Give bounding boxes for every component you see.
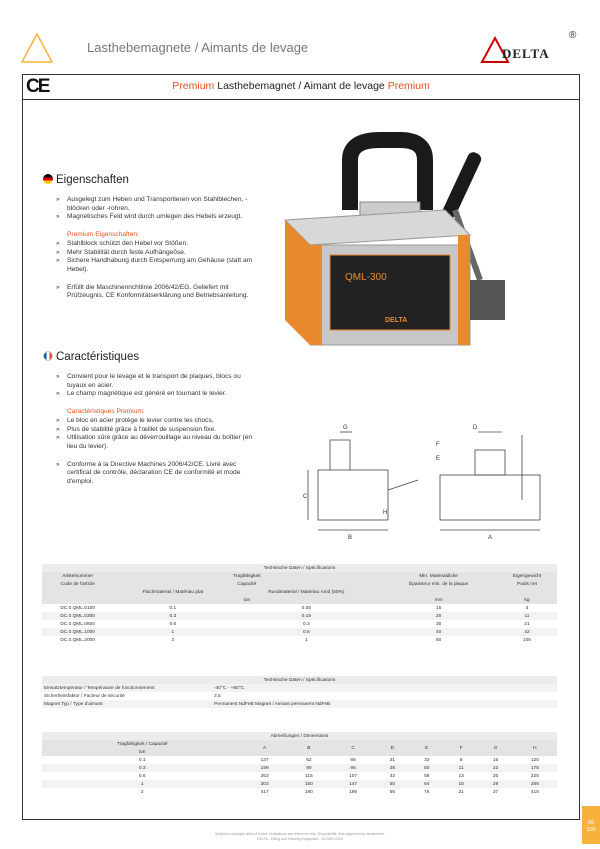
table-cell: 8 [459,757,463,763]
premium-subheading: Caractéristiques Premium: [67,408,145,416]
table-cell: 0.3 [113,612,232,620]
table-cell: C [331,740,375,756]
table-row [42,604,557,612]
table-cell: 175 [513,764,557,772]
table-cell: DC.0.QML.1000 [42,628,113,636]
premium-left: Premium [172,80,215,92]
table-cell: 40 [380,628,497,636]
logo-text: DELTA [502,46,550,61]
table-cell: 42 [497,628,557,636]
dim-label-h: H [383,510,388,516]
col-header: Tragfähigkeit [113,572,380,580]
table-row [42,692,557,700]
german-heading [43,170,129,188]
table-row [42,612,557,620]
table-cell: 415 [530,789,539,795]
table-row [42,780,557,788]
list-item: » Magnetisches Feld wird durch umlegen des Hebels erzeugt. [55,213,260,222]
table-row [42,700,557,708]
unit-cell: kg [497,596,557,604]
table-cell: 0.15 [232,612,380,620]
table-row [42,764,557,772]
dimension-drawing [300,420,560,545]
table-cell: 2 [171,637,175,643]
title-mid: Lasthebemagnet / Aimant de levage [214,80,388,92]
dim-label-e: E [436,456,441,462]
table-cell: 37 [492,789,499,795]
product-title-bar [22,74,580,100]
table-cell: 107 [349,773,358,779]
table-cell: 50 [375,780,409,788]
list-item: » Stahlblock schützt den Hebel vor Stößen. [55,240,260,249]
table-cell: -40°C - +80°C [212,684,557,692]
table-cell: 56 [389,789,396,795]
table-cell: 0.5 [232,628,380,636]
table-cell: 15 [492,757,499,763]
table-cell: 58 [424,773,430,779]
french-feature-list [55,373,260,487]
table-cell: 21 [389,757,396,763]
warning-triangle-icon [20,32,54,64]
table-cell: 32 [424,757,430,763]
list-item: » Ausgelegt zum Heben und Transportieren von Stahlblechen, -blöcken oder -rohren. [55,196,260,213]
table-cell: 266 [513,780,557,788]
table-cell: 21 [458,789,464,795]
table-cell: F [444,740,478,756]
page-header-title: Lasthebemagnete / Aimants de levage [87,40,309,55]
french-heading [43,347,139,365]
dim-label-a: A [488,535,493,541]
lifting-magnet-photo [265,130,525,365]
list-item: » Convient pour le levage et le transport de plaques, blocs ou tuyaux en acier. [55,373,260,390]
table-cell: 0.6 [169,621,177,627]
dimensions-table [42,732,557,796]
table-cell: A [243,740,287,756]
premium-subheading: Premium Eigenschaften: [67,231,139,239]
table-cell: 199 [243,764,287,772]
table-cell: 190 [304,789,313,795]
dim-label-g: G [343,425,348,431]
table-cell: D [375,740,409,756]
table-cell [42,588,113,596]
table-cell: 0.1 [138,757,146,763]
col-header: Artikelnummer [42,572,113,580]
footer-line: DELTA - Lifting and Hoisting Equipment - 06 0602 2019 [257,836,343,841]
delta-logo [480,30,578,66]
list-item: » Sichere Handhabung durch Entsperrung am Gehäuse (statt am Hebel). [55,257,260,274]
table-cell: 105 [522,637,531,643]
table-title: Abmeßungen / Dimensions [42,732,557,740]
table-cell: 15 [435,605,442,611]
unit-cell: mm [380,596,497,604]
table-cell: 4 [525,605,529,611]
product-title [22,80,580,92]
table-cell: Magnet Typ / Type d'aimant [42,700,212,708]
german-flag-icon [43,174,53,184]
table-row [42,636,557,644]
col-header: Rundmaterial / Matériau rond (50%) [232,588,380,596]
dim-label-d: D [473,425,478,431]
table-cell: 29 [478,780,512,788]
list-item: » Plus de stabilité grâce à l'œillet de suspension fixe. [55,426,260,435]
list-item: » Le champ magnétique est généré en tournant le levier. [55,390,260,399]
table-cell: Permanent NdFeB Magnet / Aimant permanent NdFeB [212,700,557,708]
dim-label-b: B [348,535,353,541]
table-cell: 66 [350,757,356,763]
table-cell [497,588,557,596]
table-cell: 50 [410,764,444,772]
unit-cell: ton [113,596,380,604]
table-row [42,772,557,780]
table-cell: 0.1 [169,605,177,611]
list-item: » Le bloc en acier protège le levier contre les chocs. [55,417,260,426]
registered-mark: ® [569,30,577,41]
list-item: » Mehr Stabilität durch feste Aufhängeöse. [55,249,260,258]
table-cell: 11 [497,612,557,620]
ce-mark-icon: CE [26,76,49,97]
list-item: » Conforme à la Directive Machines 2006/42/CE. Livré avec certificat de contrôle, déclaration CE de conformité et mode d'emploi. [55,461,260,487]
table-cell: 90 [287,764,331,772]
label-brand: DELTA [385,317,408,324]
col-header: Épaisseur min. de la plaque [380,580,497,588]
table-cell [42,596,113,604]
table-cell: 21 [524,621,530,627]
table-cell: 0.3 [42,764,243,772]
col-header: Tragfähigkeit / Capacité [42,740,243,748]
french-heading-text: Caractéristiques [56,351,140,363]
list-item: » Erfüllt die Maschinenrichtlinie 2006/42/EG. Geliefert mit Prüfzeugnis, CE Konformitätserklärung und Betriebsanleitung. [55,284,260,301]
table-cell [380,588,497,596]
table-cell: 0.6 [138,773,146,779]
footer-note [170,832,430,841]
footer-line: Subject to changes without notice. Illustrations are reference only. Disponibilité: fest-registrierung mentionnée. [215,832,385,836]
col-header: Poids net [497,580,557,588]
page-number-total: 100 [586,827,596,833]
table-cell: 120 [530,757,539,763]
col-header: Capacité [113,580,380,588]
list-item: » Utilisation sûre grâce au déverrouillage au niveau du boîtier (en lieu du levier). [55,434,260,451]
table-cell: 25 [492,773,499,779]
table-cell: 42 [389,773,396,779]
german-feature-list [55,196,260,301]
table-cell: 417 [260,789,269,795]
table-cell: 1 [113,628,232,636]
table-cell: 38 [375,764,409,772]
col-header: Eigengewicht [497,572,557,580]
table-cell: 60 [435,637,442,643]
table-cell: DC.0.QML.0300 [42,612,113,620]
table-cell: Einsatztemperatur / Température de fonctionnement [42,684,212,692]
table-cell: 64 [410,780,444,788]
table-cell: 263 [260,773,269,779]
table-cell: E [410,740,444,756]
table-cell: 95 [331,764,375,772]
table-cell: G [478,740,512,756]
table-cell: 137 [260,757,269,763]
table-title: Technische Daten / Spécifications [42,676,557,684]
table-cell: 150 [287,780,331,788]
table-cell: 0.3 [303,621,310,627]
table-cell: Sicherheitsfaktor / Facteur de sécurité [44,693,125,699]
table-row [42,628,557,636]
table-cell: 0.05 [301,605,312,611]
table-row [42,788,557,796]
dim-label-c: C [303,494,308,500]
table-cell: DC.0.QML.0600 [60,621,95,627]
table-cell: DC.0.QML.2000 [60,637,95,643]
table-cell: 76 [424,789,430,795]
premium-right: Premium [387,80,430,92]
specifications-table [42,564,557,644]
table-cell: 1 [42,780,243,788]
table-row [42,756,557,764]
page-number-tab [582,806,600,844]
table-cell: 115 [305,773,313,779]
table-cell: 225 [530,773,539,779]
table-cell: 20 [380,612,497,620]
table-row [42,620,557,628]
table-cell: 13 [458,773,464,779]
operating-specs-table [42,676,557,708]
table-cell: 2 [140,789,144,795]
table-cell: DC.0.QML.0100 [60,605,95,611]
table-cell: 22 [478,764,512,772]
table-title: Technische Daten / Spécifications [42,564,557,572]
dim-label-f: F [436,442,440,448]
model-label: QML-300 [345,272,387,283]
unit-cell: ton [42,748,243,756]
table-cell: H [513,740,557,756]
page-number: 06 [587,820,595,826]
col-header: Min. Materialdicke [380,572,497,580]
table-cell: 30 [435,621,442,627]
french-flag-icon [43,351,53,361]
german-heading-text: Eigenschaften [56,174,129,186]
col-header: Code de l'article [42,580,113,588]
table-cell: B [287,740,331,756]
table-cell: 11 [444,764,478,772]
table-cell: 3.5 [214,693,221,699]
table-cell: 62 [306,757,312,763]
table-row [42,684,557,692]
table-cell: 195 [349,789,358,795]
table-cell: 147 [331,780,375,788]
col-header: Flachmaterial / Matériau plat [113,588,232,596]
table-cell: 1 [305,637,308,643]
table-cell: 18 [444,780,478,788]
table-cell: 303 [243,780,287,788]
